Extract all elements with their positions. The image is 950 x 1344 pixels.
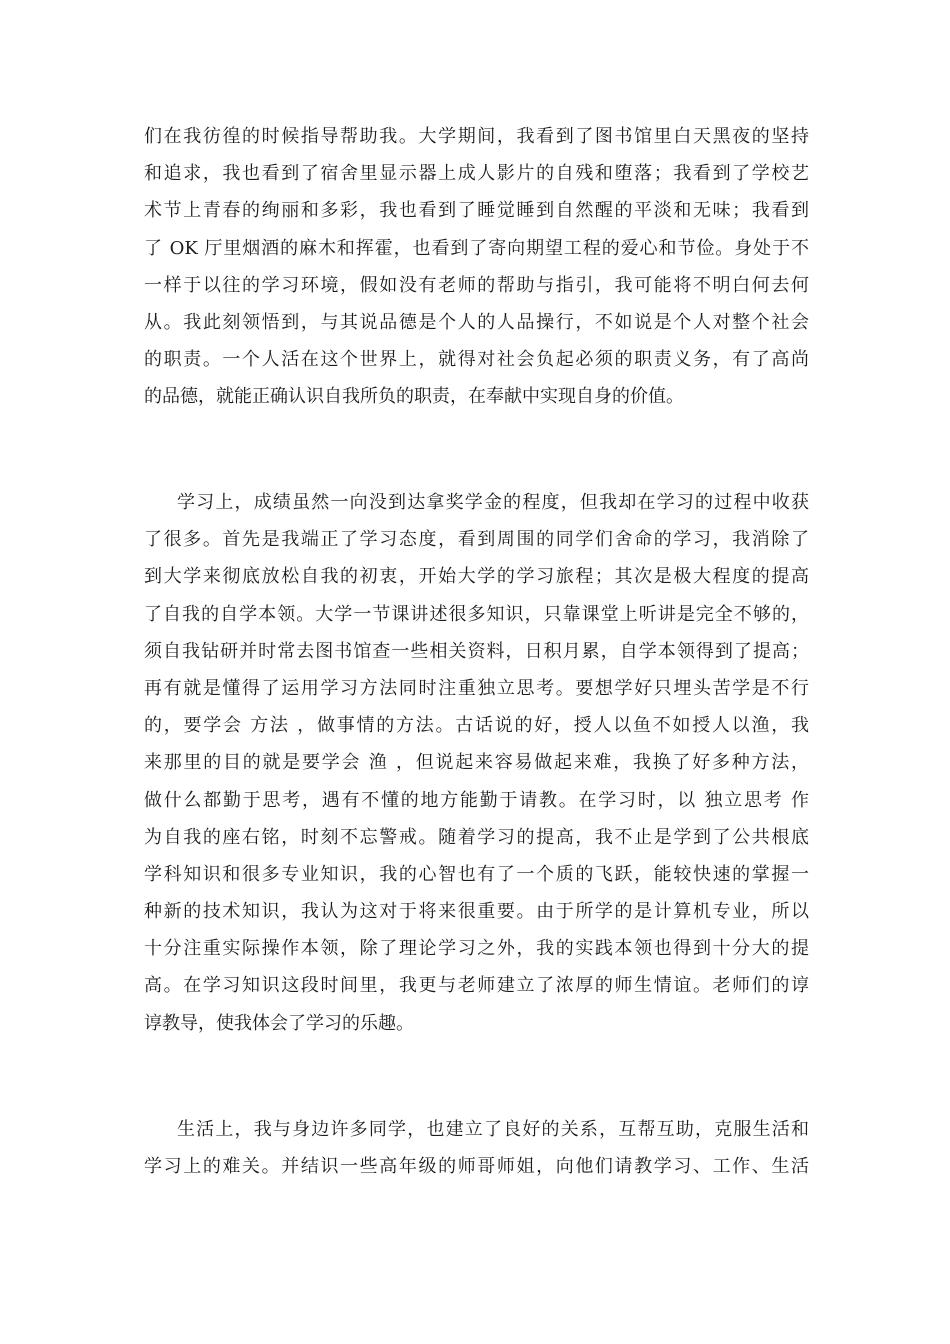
paragraph-line: 和追求，我也看到了宿舍里显示器上成人影片的自残和堕落；我看到了学校艺 (144, 163, 809, 185)
paragraph-line: 术节上青春的绚丽和多彩，我也看到了睡觉睡到自然醒的平淡和无味；我看到 (144, 200, 809, 222)
paragraph-life (144, 1111, 809, 1185)
paragraph-line: 到大学来彻底放松自我的初衷，开始大学的学习旅程；其次是极大程度的提高 (144, 566, 809, 588)
paragraph-line: 来那里的目的就是要学会 渔 ，但说起来容易做起来难，我换了好多种方法， (144, 752, 809, 774)
paragraph-study (144, 484, 809, 1042)
paragraph-line: 的品德，就能正确认识自我所负的职责，在奉献中实现自身的价值。 (144, 386, 684, 408)
paragraph-line: 了 OK 厅里烟酒的麻木和挥霍，也看到了寄向期望工程的爱心和节俭。身处于不 (144, 237, 809, 259)
paragraph-line: 种新的技术知识，我认为这对于将来很重要。由于所学的是计算机专业，所以 (144, 901, 809, 923)
paragraph-line: 十分注重实际操作本领，除了理论学习之外，我的实践本领也得到十分大的提 (144, 938, 809, 960)
paragraph-line: 们在我彷徨的时候指导帮助我。大学期间，我看到了图书馆里白天黑夜的坚持 (144, 126, 809, 147)
paragraph-line: 为自我的座右铭，时刻不忘警戒。随着学习的提高，我不止是学到了公共根底 (144, 826, 809, 848)
paragraph-line: 的职责。一个人活在这个世界上，就得对社会负起必须的职责义务，有了高尚 (144, 349, 809, 371)
paragraph-line: 谆教导，使我体会了学习的乐趣。 (144, 1012, 414, 1034)
paragraph-line: 高。在学习知识这段时间里，我更与老师建立了浓厚的师生情谊。老师们的谆 (144, 975, 809, 997)
paragraph-line: 学科知识和很多专业知识，我的心智也有了一个质的飞跃，能较快速的掌握一 (144, 863, 809, 885)
paragraph-line: 再有就是懂得了运用学习方法同时注重独立思考。要想学好只埋头苦学是不行 (144, 677, 809, 699)
paragraph-line: 做什么都勤于思考，遇有不懂的地方能勤于请教。在学习时，以 独立思考 作 (144, 789, 809, 811)
paragraph-moral-character (144, 118, 809, 416)
paragraph-line: 了自我的自学本领。大学一节课讲述很多知识，只靠课堂上听讲是完全不够的， (144, 603, 809, 625)
paragraph-line: 学习上，成绩虽然一向没到达拿奖学金的程度，但我却在学习的过程中收获 (177, 492, 809, 513)
paragraph-line: 生活上，我与身边许多同学，也建立了良好的关系，互帮互助，克服生活和 (177, 1119, 809, 1140)
paragraph-line: 的，要学会 方法 ，做事情的方法。古话说的好，授人以鱼不如授人以渔，我 (144, 715, 809, 737)
paragraph-line: 了很多。首先是我端正了学习态度，看到周围的同学们舍命的学习，我消除了 (144, 529, 809, 551)
paragraph-line: 学习上的难关。并结识一些高年级的师哥师姐，向他们请教学习、工作、生活 (144, 1156, 809, 1178)
paragraph-line: 须自我钻研并时常去图书馆查一些相关资料，日积月累，自学本领得到了提高； (144, 640, 809, 662)
paragraph-line: 一样于以往的学习环境，假如没有老师的帮助与指引，我可能将不明白何去何 (144, 274, 809, 296)
paragraph-line: 从。我此刻领悟到，与其说品德是个人的人品操行，不如说是个人对整个社会 (144, 311, 809, 333)
